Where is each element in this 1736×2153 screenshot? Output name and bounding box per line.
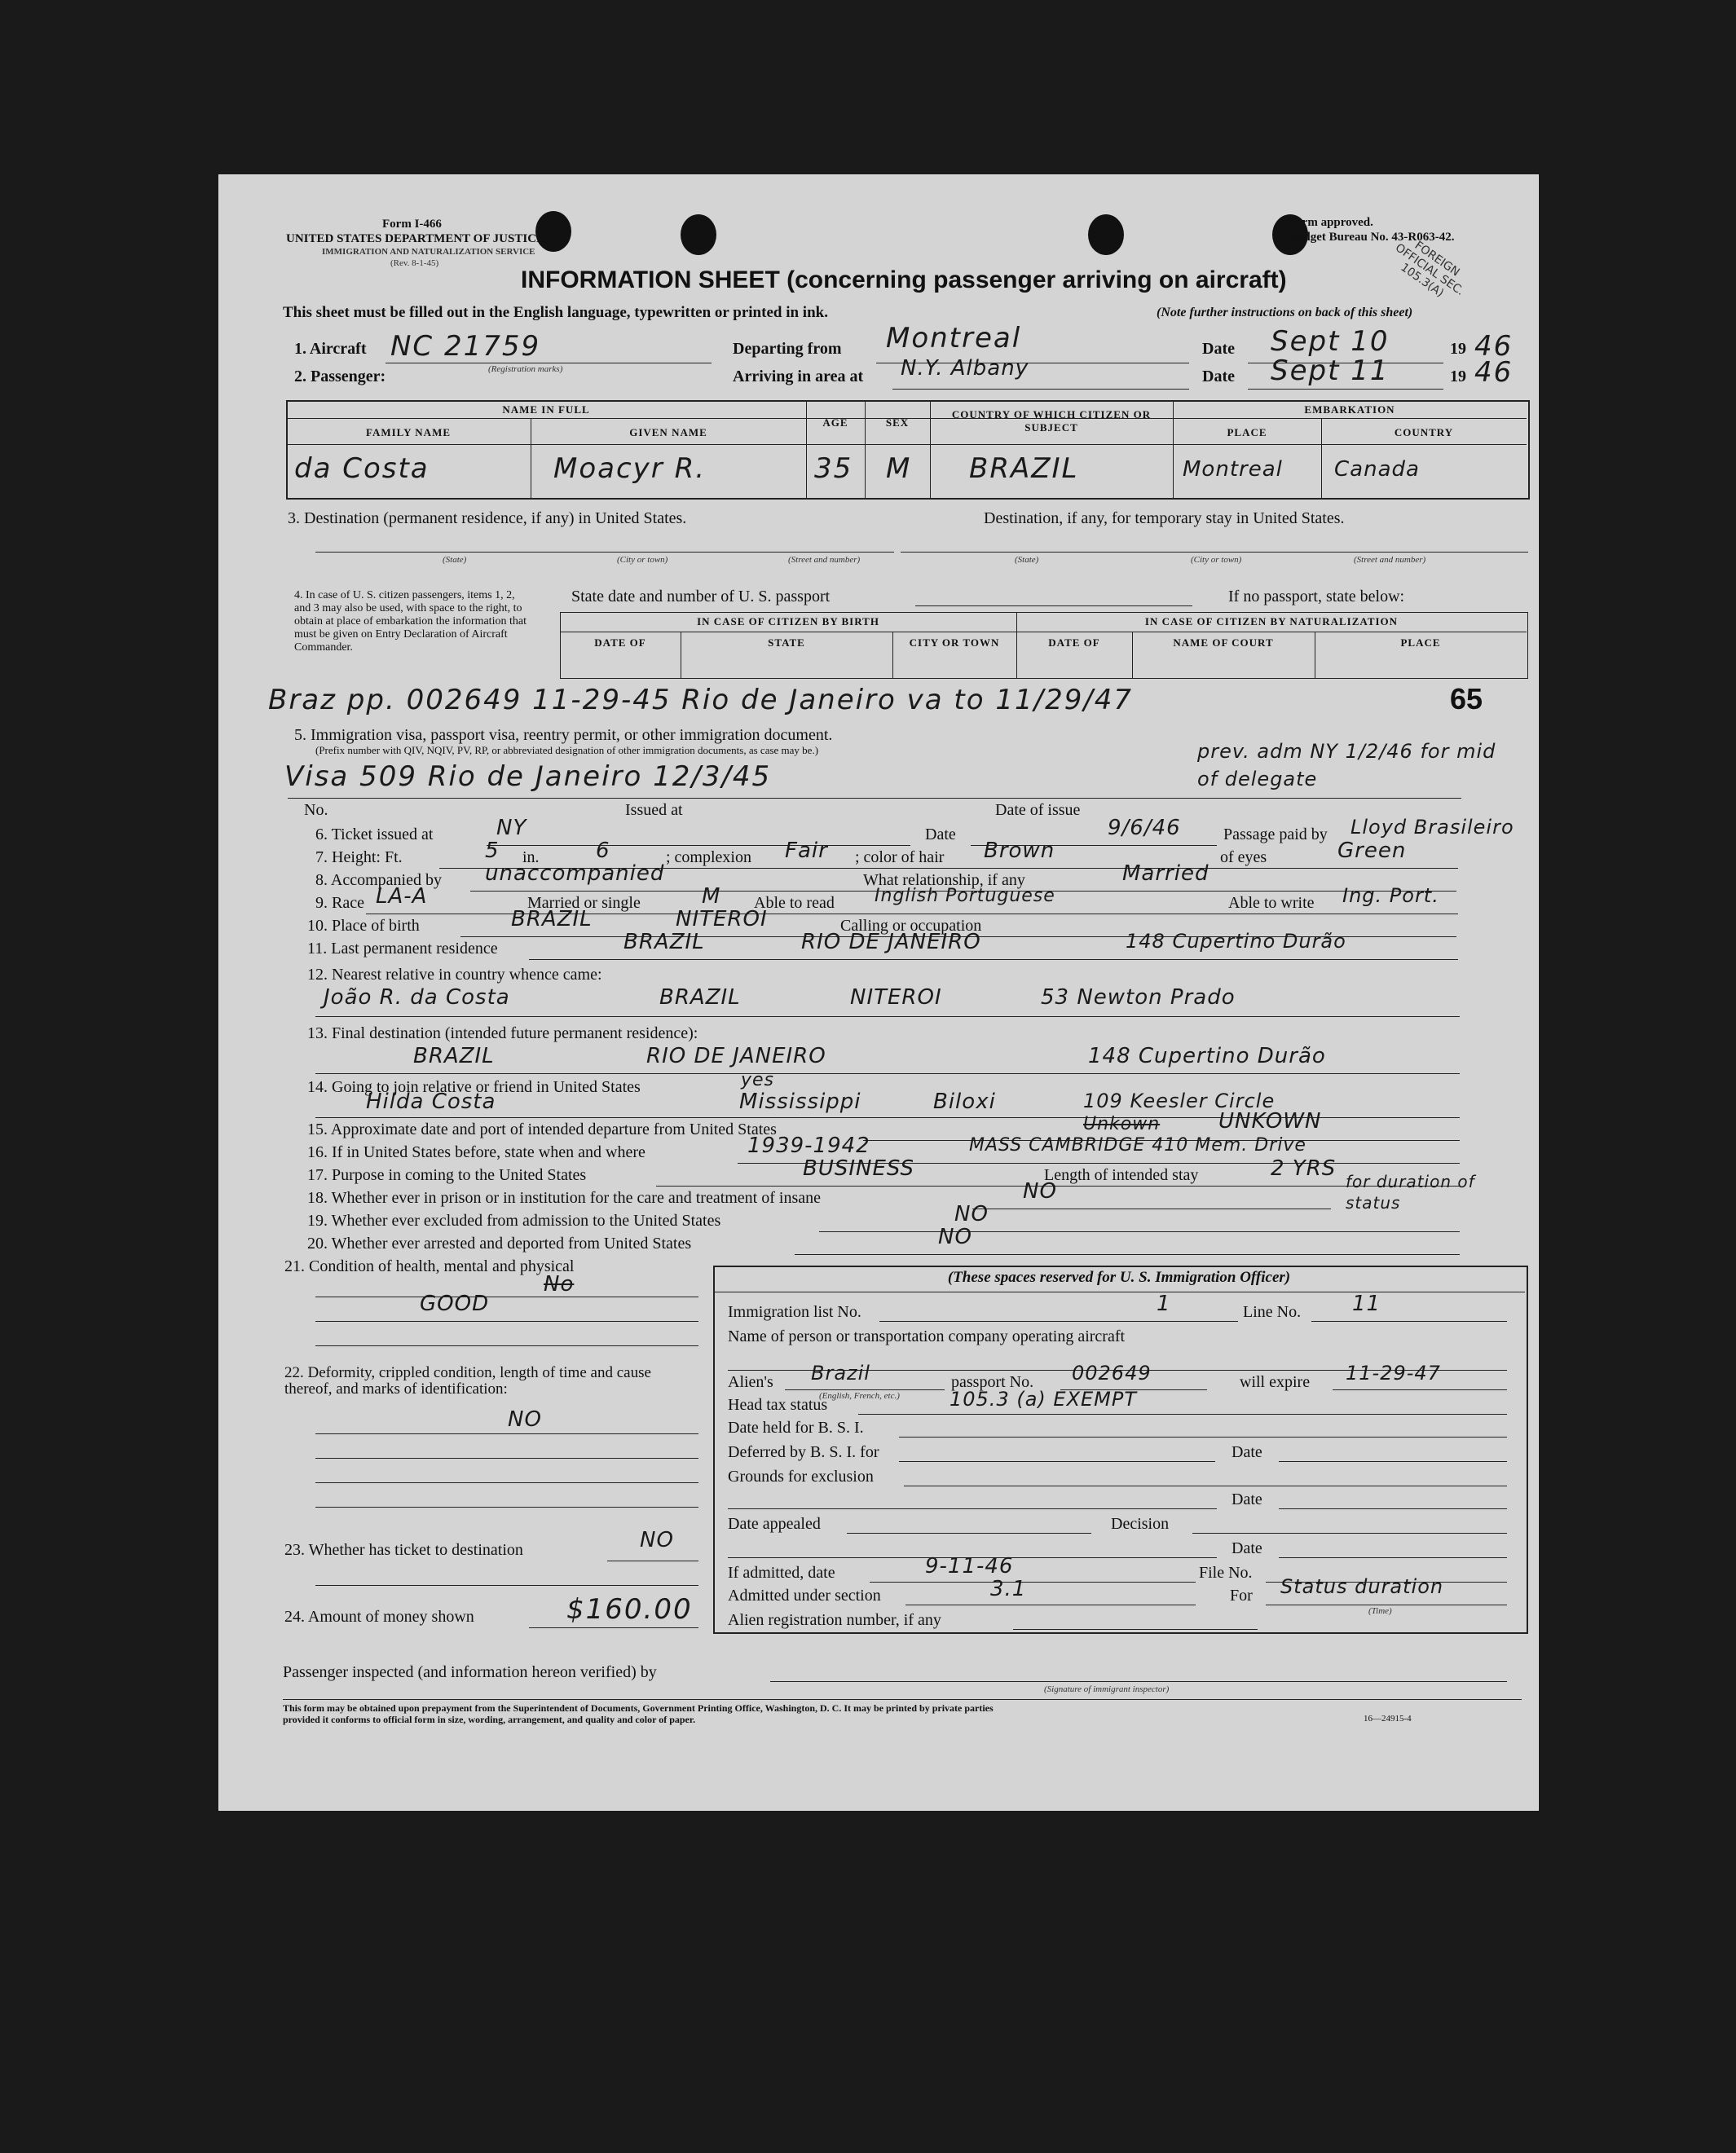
- departing-label: Departing from: [733, 340, 842, 358]
- given-name-value: Moacyr R.: [553, 452, 707, 485]
- q18-value: NO: [1023, 1179, 1057, 1204]
- q21-label: 21. Condition of health, mental and physical: [284, 1257, 575, 1275]
- q4-col-court: NAME OF COURT: [1173, 636, 1274, 649]
- q9-married-value: M: [702, 884, 721, 909]
- officer-date-label-2: Date: [1232, 1490, 1262, 1508]
- head-country: COUNTRY: [1394, 426, 1454, 438]
- punch-hole: [1088, 214, 1124, 255]
- q8-relationship-value: Married: [1122, 861, 1209, 886]
- q10-country-value: BRAZIL: [511, 907, 593, 931]
- q7-eyes-value: Green: [1337, 839, 1407, 863]
- depart-year-prefix: 19: [1450, 340, 1466, 358]
- head-name-in-full: NAME IN FULL: [502, 403, 590, 416]
- officer-time-caption: (Time): [1368, 1606, 1392, 1616]
- arrive-date-value: Sept 11: [1271, 354, 1390, 387]
- q3-temporary-label: Destination, if any, for temporary stay in United States.: [984, 509, 1345, 527]
- q3-temp-city-caption: (City or town): [1191, 555, 1242, 565]
- q6-date-value: 9/6/46: [1108, 816, 1181, 840]
- q22-value: NO: [508, 1407, 542, 1432]
- head-embarkation: EMBARKATION: [1304, 403, 1395, 416]
- arrive-year-prefix: 19: [1450, 368, 1466, 385]
- officer-for-label: For: [1230, 1587, 1253, 1605]
- q9-read-value: Inglish Portuguese: [875, 886, 1055, 906]
- q12-street-value: 53 Newton Prado: [1041, 985, 1236, 1010]
- budget-bureau: Budget Bureau No. 43-R063-42.: [1289, 231, 1455, 244]
- q6-passage-value: Lloyd Brasileiro: [1350, 816, 1514, 839]
- stamp-number-65: 65: [1450, 682, 1483, 715]
- officer-section-label: Admitted under section: [728, 1587, 881, 1605]
- q4-no-passport-label: If no passport, state below:: [1228, 588, 1405, 605]
- q14-street-value: 109 Keesler Circle: [1083, 1090, 1276, 1112]
- form-approved: Form approved.: [1289, 216, 1373, 229]
- officer-date-label-3: Date: [1232, 1539, 1262, 1557]
- print-notice-1: This form may be obtained upon prepayment from the Superintendent of Documents, Government Printing Office, Washington, D. C. It may be printed by private parties: [283, 1702, 994, 1714]
- q18-margin-note: for duration of status: [1346, 1172, 1475, 1213]
- depart-year-value: 46: [1474, 330, 1513, 363]
- q5-visa-value: Visa 509 Rio de Janeiro 12/3/45: [284, 760, 772, 793]
- q5-margin-note: prev. adm NY 1/2/46 for mid of delegate: [1197, 740, 1496, 790]
- citizen-value: BRAZIL: [969, 452, 1079, 485]
- q16-label: 16. If in United States before, state when and where: [307, 1143, 645, 1161]
- q4-col-city: CITY OR TOWN: [909, 636, 1000, 649]
- q5-issued-label: Issued at: [625, 801, 683, 819]
- q22-label: 22. Deformity, crippled condition, length of time and cause thereof, and marks of identification:: [284, 1364, 651, 1398]
- officer-headtax-value: 105.3 (a) EXEMPT: [950, 1388, 1138, 1411]
- q9-label: 9. Race: [315, 894, 364, 912]
- q10-label: 10. Place of birth: [307, 917, 420, 935]
- q6-label: 6. Ticket issued at: [315, 826, 434, 843]
- q6-passage-label: Passage paid by: [1223, 826, 1328, 843]
- q17-label: 17. Purpose in coming to the United States: [307, 1166, 587, 1184]
- officer-deferred-label: Deferred by B. S. I. for: [728, 1443, 879, 1461]
- q10-city-value: NITEROI: [676, 907, 768, 931]
- officer-decision-label: Decision: [1111, 1515, 1170, 1533]
- q15-struck-value: Unkown: [1083, 1114, 1161, 1134]
- q9-married-label: Married or single: [527, 894, 641, 912]
- q21-struck-value: No: [544, 1272, 575, 1297]
- q4-col-state: STATE: [768, 636, 805, 649]
- q7-hair-label: ; color of hair: [855, 848, 945, 866]
- officer-admitted-label: If admitted, date: [728, 1564, 835, 1582]
- depart-date-label: Date: [1202, 340, 1235, 358]
- q8-accompanied-value: unaccompanied: [485, 861, 665, 886]
- officer-aliens-value: Brazil: [811, 1362, 870, 1385]
- q4-label: 4. In case of U. S. citizen passengers, items 1, 2, and 3 may also be used, with space to the right, to obtain at place of embarkation the information that must be given on Entry Declaration of Aircraft Commander.: [294, 589, 527, 654]
- arriving-value: N.Y. Albany: [901, 356, 1029, 381]
- q4-birth-head: IN CASE OF CITIZEN BY BIRTH: [697, 615, 879, 627]
- age-value: 35: [814, 452, 853, 485]
- q4-handwritten-passport: Braz pp. 002649 11-29-45 Rio de Janeiro va to 11/29/47: [268, 684, 1134, 716]
- arrive-year-value: 46: [1474, 356, 1513, 389]
- q13-city-value: RIO DE JANEIRO: [646, 1044, 826, 1068]
- note-back: (Note further instructions on back of this sheet): [1157, 306, 1413, 319]
- q10-occupation-label: Calling or occupation: [840, 917, 982, 935]
- officer-list-no-value: 1: [1157, 1292, 1171, 1316]
- q3-state-caption: (State): [443, 555, 467, 565]
- form-number: Form I-466: [382, 218, 442, 231]
- department: UNITED STATES DEPARTMENT OF JUSTICE: [286, 232, 545, 245]
- officer-company-label: Name of person or transportation company operating aircraft: [728, 1327, 1126, 1345]
- q3-street-caption: (Street and number): [788, 555, 861, 565]
- q11-street-value: 148 Cupertino Durão: [1126, 930, 1346, 953]
- q7-in-value: 6: [596, 839, 610, 863]
- q14-label: 14. Going to join relative or friend in United States: [307, 1078, 641, 1096]
- q13-label: 13. Final destination (intended future permanent residence):: [307, 1024, 698, 1042]
- aircraft-value: NC 21759: [390, 330, 541, 363]
- officer-title: (These spaces reserved for U. S. Immigration Officer): [947, 1269, 1291, 1286]
- head-given-name: GIVEN NAME: [629, 426, 707, 438]
- q7-hair-value: Brown: [984, 839, 1055, 863]
- form-title: INFORMATION SHEET (concerning passenger arriving on aircraft): [521, 266, 1287, 293]
- officer-admitted-value: 9-11-46: [925, 1554, 1014, 1578]
- q7-eyes-label: of eyes: [1220, 848, 1267, 866]
- q7-ft-value: 5: [485, 839, 500, 863]
- q9-write-label: Able to write: [1228, 894, 1315, 912]
- officer-alienreg-label: Alien registration number, if any: [728, 1611, 941, 1629]
- passenger-label: 2. Passenger:: [294, 368, 386, 385]
- inspected-by-label: Passenger inspected (and information hereon verified) by: [283, 1663, 657, 1681]
- reg-marks-caption: (Registration marks): [488, 364, 563, 374]
- service: IMMIGRATION AND NATURALIZATION SERVICE: [322, 247, 535, 257]
- q11-country-value: BRAZIL: [623, 930, 705, 954]
- q9-read-label: Able to read: [754, 894, 835, 912]
- punch-hole: [681, 214, 716, 255]
- q4-natur-head: IN CASE OF CITIZEN BY NATURALIZATION: [1144, 615, 1399, 627]
- q4-passport-label: State date and number of U. S. passport: [571, 588, 831, 605]
- q18-label: 18. Whether ever in prison or in institution for the care and treatment of insane: [307, 1189, 821, 1207]
- q3-city-caption: (City or town): [617, 555, 668, 565]
- q8-label: 8. Accompanied by: [315, 871, 442, 889]
- officer-appealed-label: Date appealed: [728, 1515, 821, 1533]
- head-family-name: FAMILY NAME: [365, 426, 452, 438]
- officer-headtax-label: Head tax status: [728, 1396, 828, 1414]
- revision: (Rev. 8-1-45): [390, 258, 439, 268]
- q4-col-date2: DATE OF: [1048, 636, 1100, 649]
- arrive-date-label: Date: [1202, 368, 1235, 385]
- q17-length-value: 2 YRS: [1271, 1156, 1337, 1181]
- q9-write-value: Ing. Port.: [1342, 884, 1439, 907]
- q5-sub: (Prefix number with QIV, NQIV, PV, RP, or abbreviated designation of other immigration documents, as case may be.): [315, 744, 819, 756]
- q11-label: 11. Last permanent residence: [307, 940, 498, 958]
- officer-bsi-label: Date held for B. S. I.: [728, 1419, 864, 1437]
- q3-destination-label: 3. Destination (permanent residence, if any) in United States.: [288, 509, 687, 527]
- q17-purpose-value: BUSINESS: [803, 1156, 914, 1181]
- q13-country-value: BRAZIL: [413, 1044, 495, 1068]
- q23-value: NO: [640, 1528, 674, 1552]
- q3-temp-state-caption: (State): [1015, 555, 1039, 565]
- q24-label: 24. Amount of money shown: [284, 1608, 474, 1626]
- q3-temp-street-caption: (Street and number): [1354, 555, 1426, 565]
- q12-country-value: BRAZIL: [659, 985, 741, 1010]
- q20-value: NO: [938, 1225, 972, 1249]
- q5-label: 5. Immigration visa, passport visa, reentry permit, or other immigration document.: [294, 726, 833, 744]
- q13-street-value: 148 Cupertino Durão: [1088, 1044, 1326, 1068]
- q7-in-label: in.: [522, 848, 540, 866]
- q4-col-place: PLACE: [1400, 636, 1441, 649]
- q19-value: NO: [954, 1202, 989, 1226]
- q14-city-value: Biloxi: [933, 1090, 996, 1114]
- q12-city-value: NITEROI: [850, 985, 942, 1010]
- q6-ticket-issued-value: NY: [496, 816, 527, 840]
- q14-join-value: yes: [741, 1070, 775, 1090]
- head-age: AGE: [822, 416, 848, 429]
- q21-health-value: GOOD: [420, 1292, 490, 1316]
- q15-departure-value: UNKOWN: [1218, 1109, 1322, 1134]
- officer-line-no-label: Line No.: [1243, 1303, 1302, 1321]
- q17-length-label: Length of intended stay: [1044, 1166, 1199, 1184]
- q8-relationship-label: What relationship, if any: [863, 871, 1025, 889]
- q16-where-value: MASS CAMBRIDGE 410 Mem. Drive: [969, 1135, 1306, 1156]
- print-notice-2: provided it conforms to official form in size, wording, arrangement, and quality and color of paper.: [283, 1714, 696, 1725]
- instruction: This sheet must be filled out in the English language, typewritten or printed in ink.: [283, 304, 828, 321]
- q20-label: 20. Whether ever arrested and deported from United States: [307, 1235, 692, 1253]
- officer-for-value: Status duration: [1280, 1575, 1444, 1598]
- q15-label: 15. Approximate date and port of intended departure from United States: [307, 1121, 777, 1138]
- q5-date-issue-label: Date of issue: [995, 801, 1081, 819]
- officer-date-label-1: Date: [1232, 1443, 1262, 1461]
- q7-label: 7. Height: Ft.: [315, 848, 403, 866]
- sex-value: M: [886, 452, 912, 485]
- officer-grounds-label: Grounds for exclusion: [728, 1468, 874, 1486]
- q14-name-value: Hilda Costa: [366, 1090, 496, 1114]
- q4-col-date: DATE OF: [594, 636, 646, 649]
- foreign-official-stamp: FOREIGN OFFICIAL SEC. 105.3(A): [1392, 239, 1467, 301]
- departing-value: Montreal: [886, 322, 1022, 354]
- officer-fileno-label: File No.: [1199, 1564, 1253, 1582]
- print-code: 16—24915-4: [1364, 1714, 1412, 1724]
- q7-complexion-label: ; complexion: [666, 848, 751, 866]
- q14-state-value: Mississippi: [739, 1090, 861, 1114]
- q11-city-value: RIO DE JANEIRO: [801, 930, 981, 954]
- officer-line-no-value: 11: [1352, 1292, 1381, 1316]
- signature-caption: (Signature of immigrant inspector): [1044, 1684, 1170, 1694]
- arriving-label: Arriving in area at: [733, 368, 864, 385]
- q7-complexion-value: Fair: [785, 839, 828, 863]
- q12-label: 12. Nearest relative in country whence came:: [307, 966, 602, 984]
- head-place: PLACE: [1227, 426, 1267, 438]
- depart-date-value: Sept 10: [1271, 325, 1390, 358]
- q6-date-label: Date: [925, 826, 956, 843]
- q16-when-value: 1939-1942: [747, 1134, 870, 1158]
- q23-label: 23. Whether has ticket to destination: [284, 1541, 523, 1559]
- q19-label: 19. Whether ever excluded from admission to the United States: [307, 1212, 721, 1230]
- officer-section-value: 3.1: [990, 1577, 1027, 1601]
- q5-no-label: No.: [304, 801, 328, 819]
- head-country-citizen: COUNTRY OF WHICH CITIZEN OR SUBJECT: [951, 408, 1152, 434]
- officer-expire-value: 11-29-47: [1346, 1362, 1441, 1385]
- q24-money-value: $160.00: [566, 1593, 693, 1626]
- officer-passport-label: passport No.: [951, 1373, 1034, 1391]
- head-sex: SEX: [885, 416, 910, 429]
- officer-aliens-caption: (English, French, etc.): [819, 1391, 900, 1401]
- family-name-value: da Costa: [294, 452, 430, 485]
- officer-list-no-label: Immigration list No.: [728, 1303, 861, 1321]
- aircraft-label: 1. Aircraft: [294, 340, 367, 358]
- officer-aliens-label: Alien's: [728, 1373, 773, 1391]
- q9-race-value: LA-A: [376, 884, 428, 909]
- embark-country-value: Canada: [1334, 457, 1420, 482]
- information-sheet: [218, 174, 1539, 1811]
- embark-place-value: Montreal: [1183, 457, 1283, 482]
- officer-expire-label: will expire: [1240, 1373, 1311, 1391]
- q12-relative-value: João R. da Costa: [324, 985, 510, 1010]
- officer-passport-value: 002649: [1072, 1362, 1152, 1385]
